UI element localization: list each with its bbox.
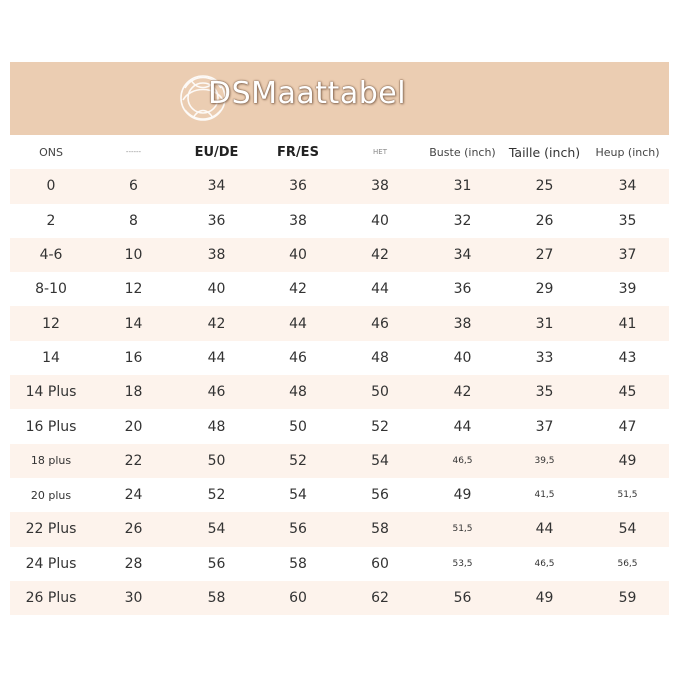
table-cell: 14 <box>42 349 60 366</box>
table-cell: 42 <box>207 315 226 332</box>
table-row <box>10 581 669 615</box>
table-cell: 48 <box>371 349 389 366</box>
table-body <box>10 169 669 615</box>
table-cell: 28 <box>124 555 143 572</box>
table-cell: 6 <box>129 178 138 195</box>
table-cell: 44 <box>207 349 226 366</box>
table-row <box>10 512 669 546</box>
table-cell: 40 <box>289 247 307 264</box>
table-cell: 29 <box>535 281 554 298</box>
table-cell: 48 <box>207 418 226 435</box>
table-cell: 56,5 <box>617 558 638 569</box>
table-cell: 44 <box>289 315 307 332</box>
table-cell: 14 Plus <box>25 384 77 401</box>
table-cell: 25 <box>535 178 554 195</box>
table-cell: 35 <box>618 212 637 229</box>
header-heup: Heup (inch) <box>595 145 660 159</box>
table-cell: 54 <box>618 521 637 538</box>
table-row <box>10 169 669 203</box>
table-cell: 56 <box>207 555 226 572</box>
table-row <box>10 375 669 409</box>
table-cell: 10 <box>124 247 143 264</box>
table-cell: 46,5 <box>452 455 473 466</box>
table-cell: 47 <box>618 418 637 435</box>
table-cell: 2 <box>46 212 56 229</box>
header-taille: Taille (inch) <box>508 144 581 160</box>
table-cell: 46 <box>371 315 389 332</box>
table-row <box>10 204 669 238</box>
table-cell: 58 <box>289 555 307 572</box>
table-cell: 54 <box>289 487 307 504</box>
table-cell: 16 Plus <box>25 418 77 435</box>
table-cell: 49 <box>618 452 637 469</box>
table-cell: 31 <box>535 315 554 332</box>
table-cell: 18 plus <box>30 454 72 468</box>
table-cell: 51,5 <box>452 524 473 535</box>
table-cell: 40 <box>207 281 226 298</box>
table-cell: 35 <box>535 384 554 401</box>
table-cell: 54 <box>207 521 226 538</box>
table-cell: 40 <box>371 212 389 229</box>
header-eu-de: EU/DE <box>194 144 239 160</box>
table-cell: 36 <box>289 178 307 195</box>
table-cell: 37 <box>535 418 554 435</box>
table-row <box>10 306 669 340</box>
table-cell: 53,5 <box>452 558 473 569</box>
table-cell: 27 <box>535 247 554 264</box>
table-cell: 60 <box>371 555 389 572</box>
table-cell: 34 <box>207 178 226 195</box>
table-row <box>10 478 669 512</box>
table-cell: 51,5 <box>617 490 638 501</box>
table-cell: 33 <box>535 349 554 366</box>
table-cell: 46 <box>289 349 307 366</box>
table-cell: 14 <box>124 315 143 332</box>
table-cell: 50 <box>289 418 307 435</box>
table-cell: 0 <box>46 178 56 195</box>
header-placeholder: ------ <box>125 148 142 157</box>
table-cell: 49 <box>535 590 554 606</box>
brand-title: DSMaattabel <box>208 76 407 111</box>
table-row <box>10 238 669 272</box>
table-cell: 22 <box>124 452 143 469</box>
table-cell: 26 <box>124 521 143 538</box>
table-cell: 42 <box>453 384 472 401</box>
table-cell: 24 Plus <box>25 555 77 572</box>
table-cell: 44 <box>371 281 389 298</box>
table-cell: 38 <box>289 212 307 229</box>
table-cell: 37 <box>618 247 637 264</box>
table-cell: 58 <box>207 590 226 606</box>
table-cell: 4-6 <box>39 247 63 264</box>
table-cell: 46,5 <box>534 558 555 569</box>
table-cell: 56 <box>453 590 472 606</box>
table-cell: 38 <box>453 315 472 332</box>
table-cell: 54 <box>371 452 389 469</box>
table-cell: 20 plus <box>30 488 72 502</box>
table-cell: 50 <box>207 452 226 469</box>
table-cell: 30 <box>124 590 143 606</box>
table-cell: 32 <box>453 212 472 229</box>
table-cell: 52 <box>207 487 226 504</box>
table-cell: 38 <box>371 178 389 195</box>
header-het: HET <box>373 148 387 157</box>
table-row <box>10 409 669 443</box>
table-cell: 46 <box>207 384 226 401</box>
table-cell: 26 <box>535 212 554 229</box>
table-cell: 39 <box>618 281 637 298</box>
table-header <box>10 135 669 169</box>
table-cell: 34 <box>453 247 472 264</box>
table-cell: 58 <box>371 521 389 538</box>
table-cell: 40 <box>453 349 472 366</box>
table-cell: 45 <box>618 384 637 401</box>
table-cell: 43 <box>618 349 637 366</box>
table-cell: 12 <box>124 281 143 298</box>
table-cell: 22 Plus <box>25 521 77 538</box>
size-chart <box>10 62 669 618</box>
table-cell: 56 <box>289 521 307 538</box>
table-cell: 62 <box>371 590 389 606</box>
title-banner <box>10 62 669 135</box>
header-ons: ONS <box>39 145 63 159</box>
table-cell: 42 <box>289 281 307 298</box>
table-cell: 8-10 <box>35 281 67 298</box>
table-cell: 20 <box>124 418 143 435</box>
header-buste: Buste (inch) <box>429 145 496 159</box>
table-row <box>10 547 669 581</box>
table-cell: 26 Plus <box>25 590 77 606</box>
header-fr-es: FR/ES <box>277 144 319 160</box>
table-cell: 24 <box>124 487 143 504</box>
table-cell: 16 <box>124 349 143 366</box>
table-cell: 44 <box>453 418 472 435</box>
table-cell: 8 <box>129 212 138 229</box>
table-cell: 44 <box>535 521 554 538</box>
table-cell: 50 <box>371 384 389 401</box>
table-cell: 49 <box>453 487 472 504</box>
table-row <box>10 341 669 375</box>
table-cell: 36 <box>453 281 472 298</box>
table-cell: 38 <box>207 247 226 264</box>
table-cell: 52 <box>371 418 389 435</box>
table-cell: 31 <box>453 178 472 195</box>
table-cell: 52 <box>289 452 307 469</box>
table-row <box>10 272 669 306</box>
table-cell: 39,5 <box>534 455 555 466</box>
table-cell: 34 <box>618 178 637 195</box>
table-cell: 41,5 <box>534 490 555 501</box>
table-cell: 42 <box>371 247 389 264</box>
table-cell: 18 <box>124 384 143 401</box>
table-cell: 59 <box>618 590 637 606</box>
table-cell: 48 <box>289 384 307 401</box>
table-cell: 56 <box>371 487 389 504</box>
table-cell: 41 <box>618 315 637 332</box>
table-row <box>10 444 669 478</box>
table-cell: 60 <box>289 590 307 606</box>
table-cell: 36 <box>207 212 226 229</box>
table-cell: 12 <box>42 315 60 332</box>
